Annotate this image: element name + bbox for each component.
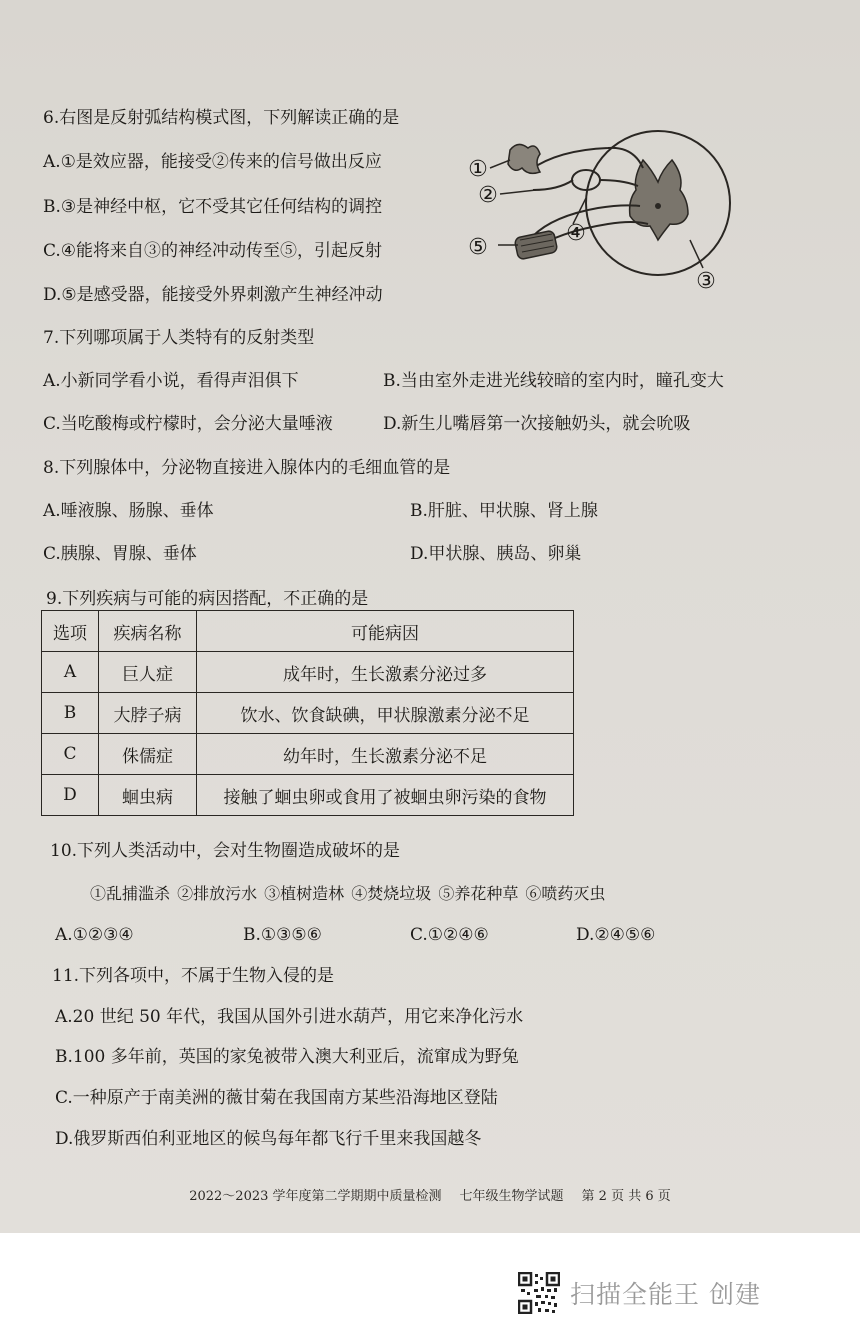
label-2: ② (478, 183, 498, 208)
q6-option-d: D.⑤是感受器，能接受外界刺激产生神经冲动 (43, 285, 383, 305)
ganglion (572, 170, 600, 190)
row-disease: 侏儒症 (99, 734, 197, 775)
q8-stem: 8.下列腺体中，分泌物直接进入腺体内的毛细血管的是 (43, 458, 451, 478)
q8-option-a: A.唾液腺、肠腺、垂体 (43, 501, 214, 521)
watermark-text: 扫描全能王 创建 (570, 1280, 761, 1309)
row-cause: 接触了蛔虫卵或食用了被蛔虫卵污染的食物 (197, 775, 574, 816)
q6-option-a: A.①是效应器，能接受②传来的信号做出反应 (43, 152, 382, 172)
q9-stem: 9.下列疾病与可能的病因搭配，不正确的是 (46, 589, 369, 609)
table-row (42, 693, 574, 734)
label-3: ③ (696, 269, 716, 294)
q11-stem: 11.下列各项中，不属于生物入侵的是 (52, 966, 335, 986)
row-option: A (42, 652, 99, 693)
table-row (42, 652, 574, 693)
row-cause: 幼年时，生长激素分泌不足 (197, 734, 574, 775)
footer-exam: 2022～2023 学年度第二学期期中质量检测 (189, 1189, 442, 1204)
page-footer (0, 1185, 860, 1204)
table-row (42, 775, 574, 816)
table-row (42, 734, 574, 775)
q8-option-b: B.肝脏、甲状腺、肾上腺 (410, 501, 598, 521)
table-header-row (42, 611, 574, 652)
header-cause: 可能病因 (197, 611, 574, 652)
footer-subject: 七年级生物学试题 (459, 1189, 564, 1204)
header-disease: 疾病名称 (99, 611, 197, 652)
q9-table (41, 610, 574, 816)
q10-option-c: C.①②④⑥ (410, 925, 489, 945)
header-option: 选项 (42, 611, 99, 652)
effector-muscle (514, 230, 558, 260)
q7-stem: 7.下列哪项属于人类特有的反射类型 (43, 328, 315, 348)
q11-option-a: A.20 世纪 50 年代，我国从国外引进水葫芦，用它来净化污水 (55, 1007, 524, 1027)
q8-option-d: D.甲状腺、胰岛、卵巢 (410, 544, 582, 564)
q7-option-b: B.当由室外走进光线较暗的室内时，瞳孔变大 (383, 371, 724, 391)
q7-option-d: D.新生儿嘴唇第一次接触奶头，就会吮吸 (383, 414, 691, 434)
q10-option-b: B.①③⑤⑥ (243, 925, 322, 945)
footer-page: 第 2 页 共 6 页 (581, 1189, 671, 1204)
reflex-arc-diagram (458, 128, 738, 298)
row-disease: 蛔虫病 (99, 775, 197, 816)
qr-code-icon (518, 1272, 560, 1314)
q7-option-c: C.当吃酸梅或柠檬时，会分泌大量唾液 (43, 414, 333, 434)
row-option: D (42, 775, 99, 816)
q11-option-b: B.100 多年前，英国的家兔被带入澳大利亚后，流窜成为野兔 (55, 1047, 519, 1067)
row-cause: 成年时，生长激素分泌过多 (197, 652, 574, 693)
label-1: ① (468, 157, 488, 182)
row-disease: 巨人症 (99, 652, 197, 693)
q11-option-d: D.俄罗斯西伯利亚地区的候鸟每年都飞行千里来我国越冬 (55, 1129, 482, 1149)
q10-stem: 10.下列人类活动中，会对生物圈造成破坏的是 (50, 841, 401, 861)
scanner-watermark (518, 1272, 761, 1314)
q6-option-b: B.③是神经中枢，它不受其它任何结构的调控 (43, 197, 383, 217)
q10-items: ①乱捕滥杀 ②排放污水 ③植树造林 ④焚烧垃圾 ⑤养花种草 ⑥喷药灭虫 (90, 884, 606, 903)
row-option: B (42, 693, 99, 734)
q7-option-a: A.小新同学看小说，看得声泪俱下 (43, 371, 299, 391)
row-option: C (42, 734, 99, 775)
q11-option-c: C.一种原产于南美洲的薇甘菊在我国南方某些沿海地区登陆 (55, 1088, 498, 1108)
q6-stem: 6.右图是反射弧结构模式图，下列解读正确的是 (43, 108, 400, 128)
central-canal (655, 203, 661, 209)
label-4: ④ (566, 221, 586, 246)
label-5: ⑤ (468, 235, 488, 260)
receptor (508, 144, 540, 173)
q10-option-d: D.②④⑤⑥ (576, 925, 656, 945)
q10-option-a: A.①②③④ (55, 925, 134, 945)
q6-option-c: C.④能将来自③的神经冲动传至⑤，引起反射 (43, 241, 383, 261)
q8-option-c: C.胰腺、胃腺、垂体 (43, 544, 197, 564)
row-cause: 饮水、饮食缺碘，甲状腺激素分泌不足 (197, 693, 574, 734)
row-disease: 大脖子病 (99, 693, 197, 734)
gray-matter (630, 160, 688, 240)
